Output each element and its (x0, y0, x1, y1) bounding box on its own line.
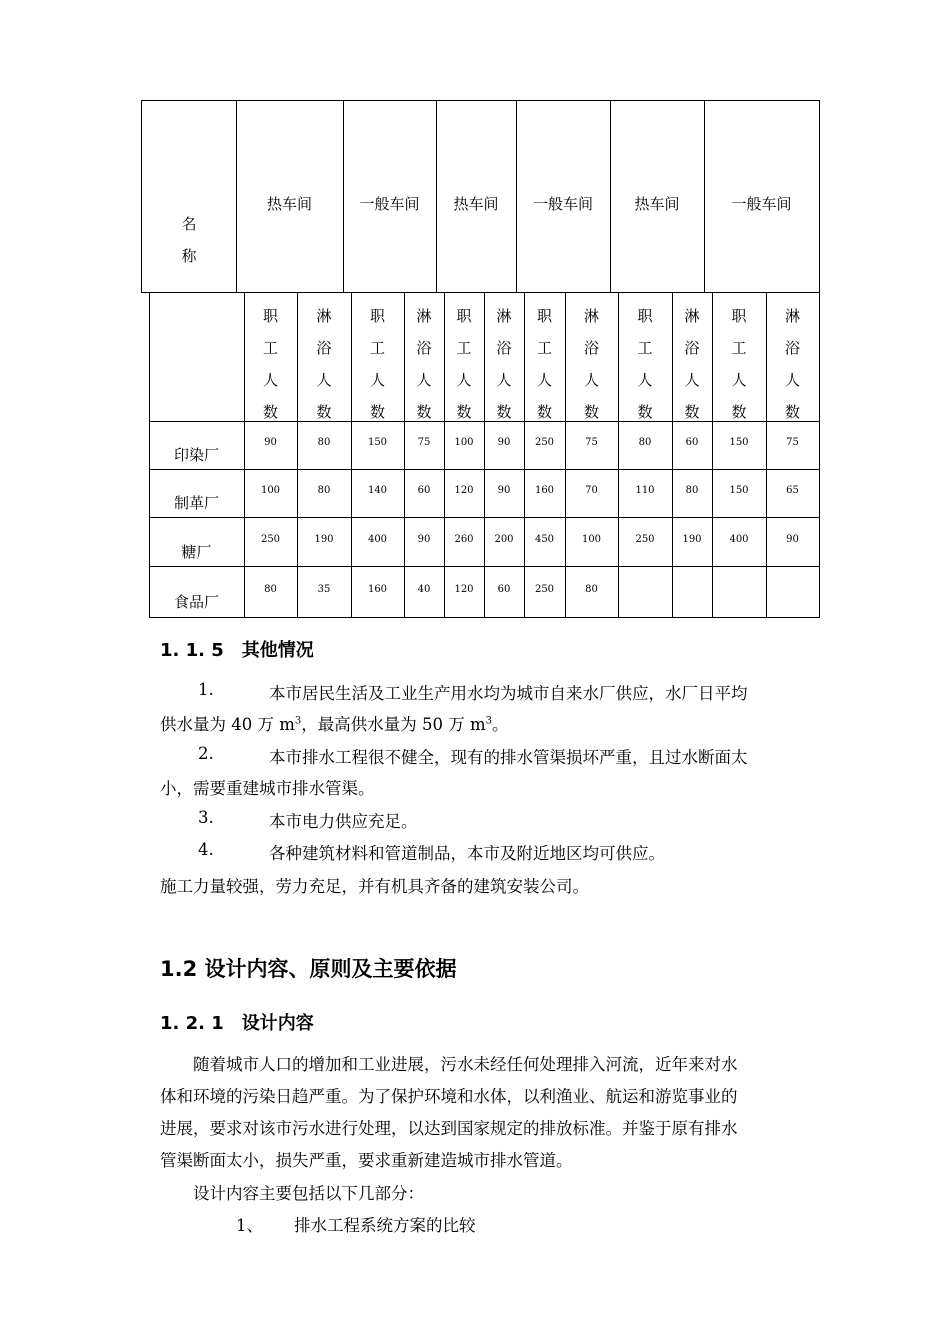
superscript: 3 (485, 715, 493, 727)
table-cell: 75 (786, 437, 799, 448)
table-cell: 400 (729, 533, 749, 545)
list-item-text (160, 711, 509, 735)
paragraph-line: 进展，要求对该市污水进行处理，以达到国家规定的排放标准。并鉴于原有排水 (160, 1119, 738, 1138)
sub-header-char: 职 (536, 307, 552, 325)
sub-header-char: 浴 (316, 339, 332, 357)
table-cell: 80 (317, 485, 331, 496)
paragraph-line: 管渠断面太小，损失严重，要求重新建造城市排水管道。 (160, 1151, 573, 1170)
list-item-text: 本市排水工程很不健全，现有的排水管渠损坏严重，且过水断面太 (269, 748, 748, 767)
table-cell: 250 (260, 533, 281, 545)
name-header-char: 称 (181, 247, 197, 265)
table-border (524, 292, 525, 617)
table-cell: 200 (494, 533, 514, 545)
sub-header-char: 人 (369, 371, 385, 389)
group-header: 一般车间 (532, 195, 593, 213)
sub-header (724, 300, 754, 428)
sub-header-char: 工 (369, 339, 385, 357)
sub-header (489, 300, 519, 428)
sub-header-char: 数 (262, 403, 278, 421)
list-item-number: 4. (198, 840, 214, 859)
sub-header (409, 300, 439, 428)
table-border (141, 100, 820, 101)
sub-header-char: 浴 (496, 339, 512, 357)
superscript: 3 (294, 715, 302, 727)
table-cell: 120 (454, 583, 474, 595)
table-cell: 100 (260, 485, 281, 496)
table-cell: 250 (534, 437, 555, 448)
sub-header-char: 淋 (416, 307, 432, 325)
section-heading-1-2: 1.2 设计内容、原则及主要依据 (160, 957, 457, 981)
sub-header-char: 浴 (583, 339, 599, 357)
sub-header-char: 淋 (684, 307, 700, 325)
table-cell: 120 (454, 485, 474, 496)
sub-header-char: 人 (784, 371, 800, 389)
list-item-text: 本市居民生活及工业生产用水均为城市自来水厂供应，水厂日平均 (269, 684, 748, 703)
sub-header-char: 人 (496, 371, 512, 389)
sub-header-char: 职 (731, 307, 747, 325)
sub-header-char: 职 (456, 307, 472, 325)
table-border (819, 100, 820, 292)
list-item-number: 1. (198, 680, 214, 699)
table-border (351, 292, 352, 617)
table-border (149, 617, 820, 618)
table-border (618, 292, 619, 617)
table-border (444, 292, 445, 617)
table-cell: 40 (417, 583, 431, 595)
table-cell: 450 (534, 533, 555, 545)
table-cell: 150 (367, 437, 388, 448)
table-border (141, 100, 142, 292)
list-item-text: 本市电力供应充足。 (269, 812, 418, 831)
table-cell: 150 (729, 485, 749, 496)
table-border (297, 292, 298, 617)
sub-header (449, 300, 479, 428)
table-cell: 35 (317, 583, 331, 595)
sub-header (256, 300, 286, 428)
table-cell: 90 (497, 437, 511, 448)
group-header: 一般车间 (731, 195, 792, 213)
table-cell: 80 (638, 437, 652, 448)
table-border (712, 292, 713, 617)
table-cell: 400 (367, 533, 388, 545)
list-item-text: 小，需要重建城市排水管渠。 (160, 779, 375, 798)
table-cell: 80 (317, 437, 331, 448)
sub-header-char: 人 (583, 371, 599, 389)
sub-header (630, 300, 660, 428)
sub-header-char: 数 (496, 403, 512, 421)
table-cell: 90 (264, 437, 277, 448)
table-cell: 75 (585, 437, 598, 448)
table-cell: 80 (685, 485, 699, 496)
table-cell: 60 (497, 583, 511, 595)
name-header (174, 208, 204, 272)
sub-header-char: 职 (637, 307, 653, 325)
section-heading-1-2-1: 1. 2. 1 设计内容 (160, 1013, 314, 1034)
sub-header-char: 淋 (496, 307, 512, 325)
sub-header-char: 人 (416, 371, 432, 389)
table-cell: 60 (417, 485, 431, 496)
sub-header-char: 工 (456, 339, 472, 357)
table-cell: 250 (534, 583, 555, 595)
group-header: 热车间 (266, 195, 312, 213)
table-cell: 190 (314, 533, 334, 545)
table-cell: 160 (367, 583, 388, 595)
table-border (244, 292, 245, 617)
sub-header-char: 浴 (784, 339, 800, 357)
sub-header-char: 工 (536, 339, 552, 357)
table-cell: 250 (635, 533, 655, 545)
paragraph: 设计内容主要包括以下几部分： (193, 1184, 424, 1203)
list-item-text: 排水工程系统方案的比较 (294, 1216, 476, 1235)
sub-header (530, 300, 560, 428)
sub-header-char: 人 (684, 371, 700, 389)
sub-header-char: 浴 (684, 339, 700, 357)
list-item-text: 各种建筑材料和管道制品，本市及附近地区均可供应。 (269, 844, 665, 863)
list-item-number: 2. (198, 744, 214, 763)
text-run: 。 (492, 715, 509, 734)
paragraph-line: 体和环境的污染日趋严重。为了保护环境和水体，以利渔业、航运和游览事业的 (160, 1087, 738, 1106)
sub-header (778, 300, 808, 428)
text-run: 供水量为 40 万 m (160, 715, 295, 734)
sub-header-char: 人 (262, 371, 278, 389)
table-cell: 100 (454, 437, 474, 448)
table-cell: 65 (786, 485, 799, 496)
sub-header (577, 300, 607, 428)
table-border (149, 566, 820, 567)
table-cell: 160 (534, 485, 555, 496)
sub-header (677, 300, 707, 428)
group-header: 热车间 (453, 195, 499, 213)
sub-header-char: 人 (316, 371, 332, 389)
sub-header-char: 数 (369, 403, 385, 421)
text-run: ，最高供水量为 50 万 m (301, 715, 486, 734)
table-cell: 70 (585, 485, 598, 496)
list-item-number: 1、 (236, 1216, 263, 1235)
table-border (404, 292, 405, 617)
table-cell: 150 (729, 437, 749, 448)
table-border (819, 292, 820, 617)
table-border (149, 469, 820, 470)
sub-header-char: 淋 (784, 307, 800, 325)
sub-header-char: 人 (536, 371, 552, 389)
table-cell: 80 (264, 583, 277, 595)
sub-header (309, 300, 339, 428)
sub-header-char: 淋 (316, 307, 332, 325)
section-heading-1-1-5: 1. 1. 5 其他情况 (160, 640, 314, 661)
table-cell: 110 (635, 485, 655, 496)
sub-header-char: 数 (784, 403, 800, 421)
sub-header (363, 300, 393, 428)
table-cell: 90 (417, 533, 431, 545)
table-cell: 100 (581, 533, 602, 545)
sub-header-char: 工 (637, 339, 653, 357)
table-cell: 140 (367, 485, 388, 496)
table-cell: 90 (786, 533, 799, 545)
name-header-char: 名 (181, 215, 197, 233)
table-cell: 80 (585, 583, 598, 595)
table-cell: 190 (682, 533, 702, 545)
sub-header-char: 数 (316, 403, 332, 421)
sub-header-char: 数 (684, 403, 700, 421)
sub-header-char: 工 (262, 339, 278, 357)
sub-header-char: 人 (731, 371, 747, 389)
sub-header-char: 数 (731, 403, 747, 421)
table-border (565, 292, 566, 617)
sub-header-char: 数 (416, 403, 432, 421)
row-label: 食品厂 (173, 592, 219, 611)
paragraph-line: 随着城市人口的增加和工业进展，污水未经任何处理排入河流，近年来对水 (193, 1055, 738, 1074)
table-cell: 75 (417, 437, 431, 448)
table-border (766, 292, 767, 617)
group-header: 热车间 (634, 195, 680, 213)
table-cell: 60 (685, 437, 699, 448)
sub-header-char: 职 (369, 307, 385, 325)
sub-header-char: 数 (536, 403, 552, 421)
row-label: 糖厂 (181, 542, 212, 561)
sub-header-char: 数 (637, 403, 653, 421)
table-cell: 90 (497, 485, 511, 496)
group-header: 一般车间 (359, 195, 420, 213)
table-border (149, 517, 820, 518)
row-label: 制革厂 (173, 494, 219, 512)
sub-header-char: 数 (456, 403, 472, 421)
sub-header-char: 职 (262, 307, 278, 325)
list-item-number: 3. (198, 808, 214, 827)
table-border (672, 292, 673, 617)
sub-header-char: 人 (637, 371, 653, 389)
row-label: 印染厂 (173, 446, 219, 464)
sub-header-char: 人 (456, 371, 472, 389)
sub-header-char: 数 (583, 403, 599, 421)
sub-header-char: 淋 (583, 307, 599, 325)
paragraph: 施工力量较强，劳力充足，并有机具齐备的建筑安装公司。 (160, 877, 589, 896)
table-border (484, 292, 485, 617)
table-cell: 260 (454, 533, 474, 545)
table-border (141, 292, 820, 293)
table-border (149, 421, 820, 422)
sub-header-char: 浴 (416, 339, 432, 357)
sub-header-char: 工 (731, 339, 747, 357)
